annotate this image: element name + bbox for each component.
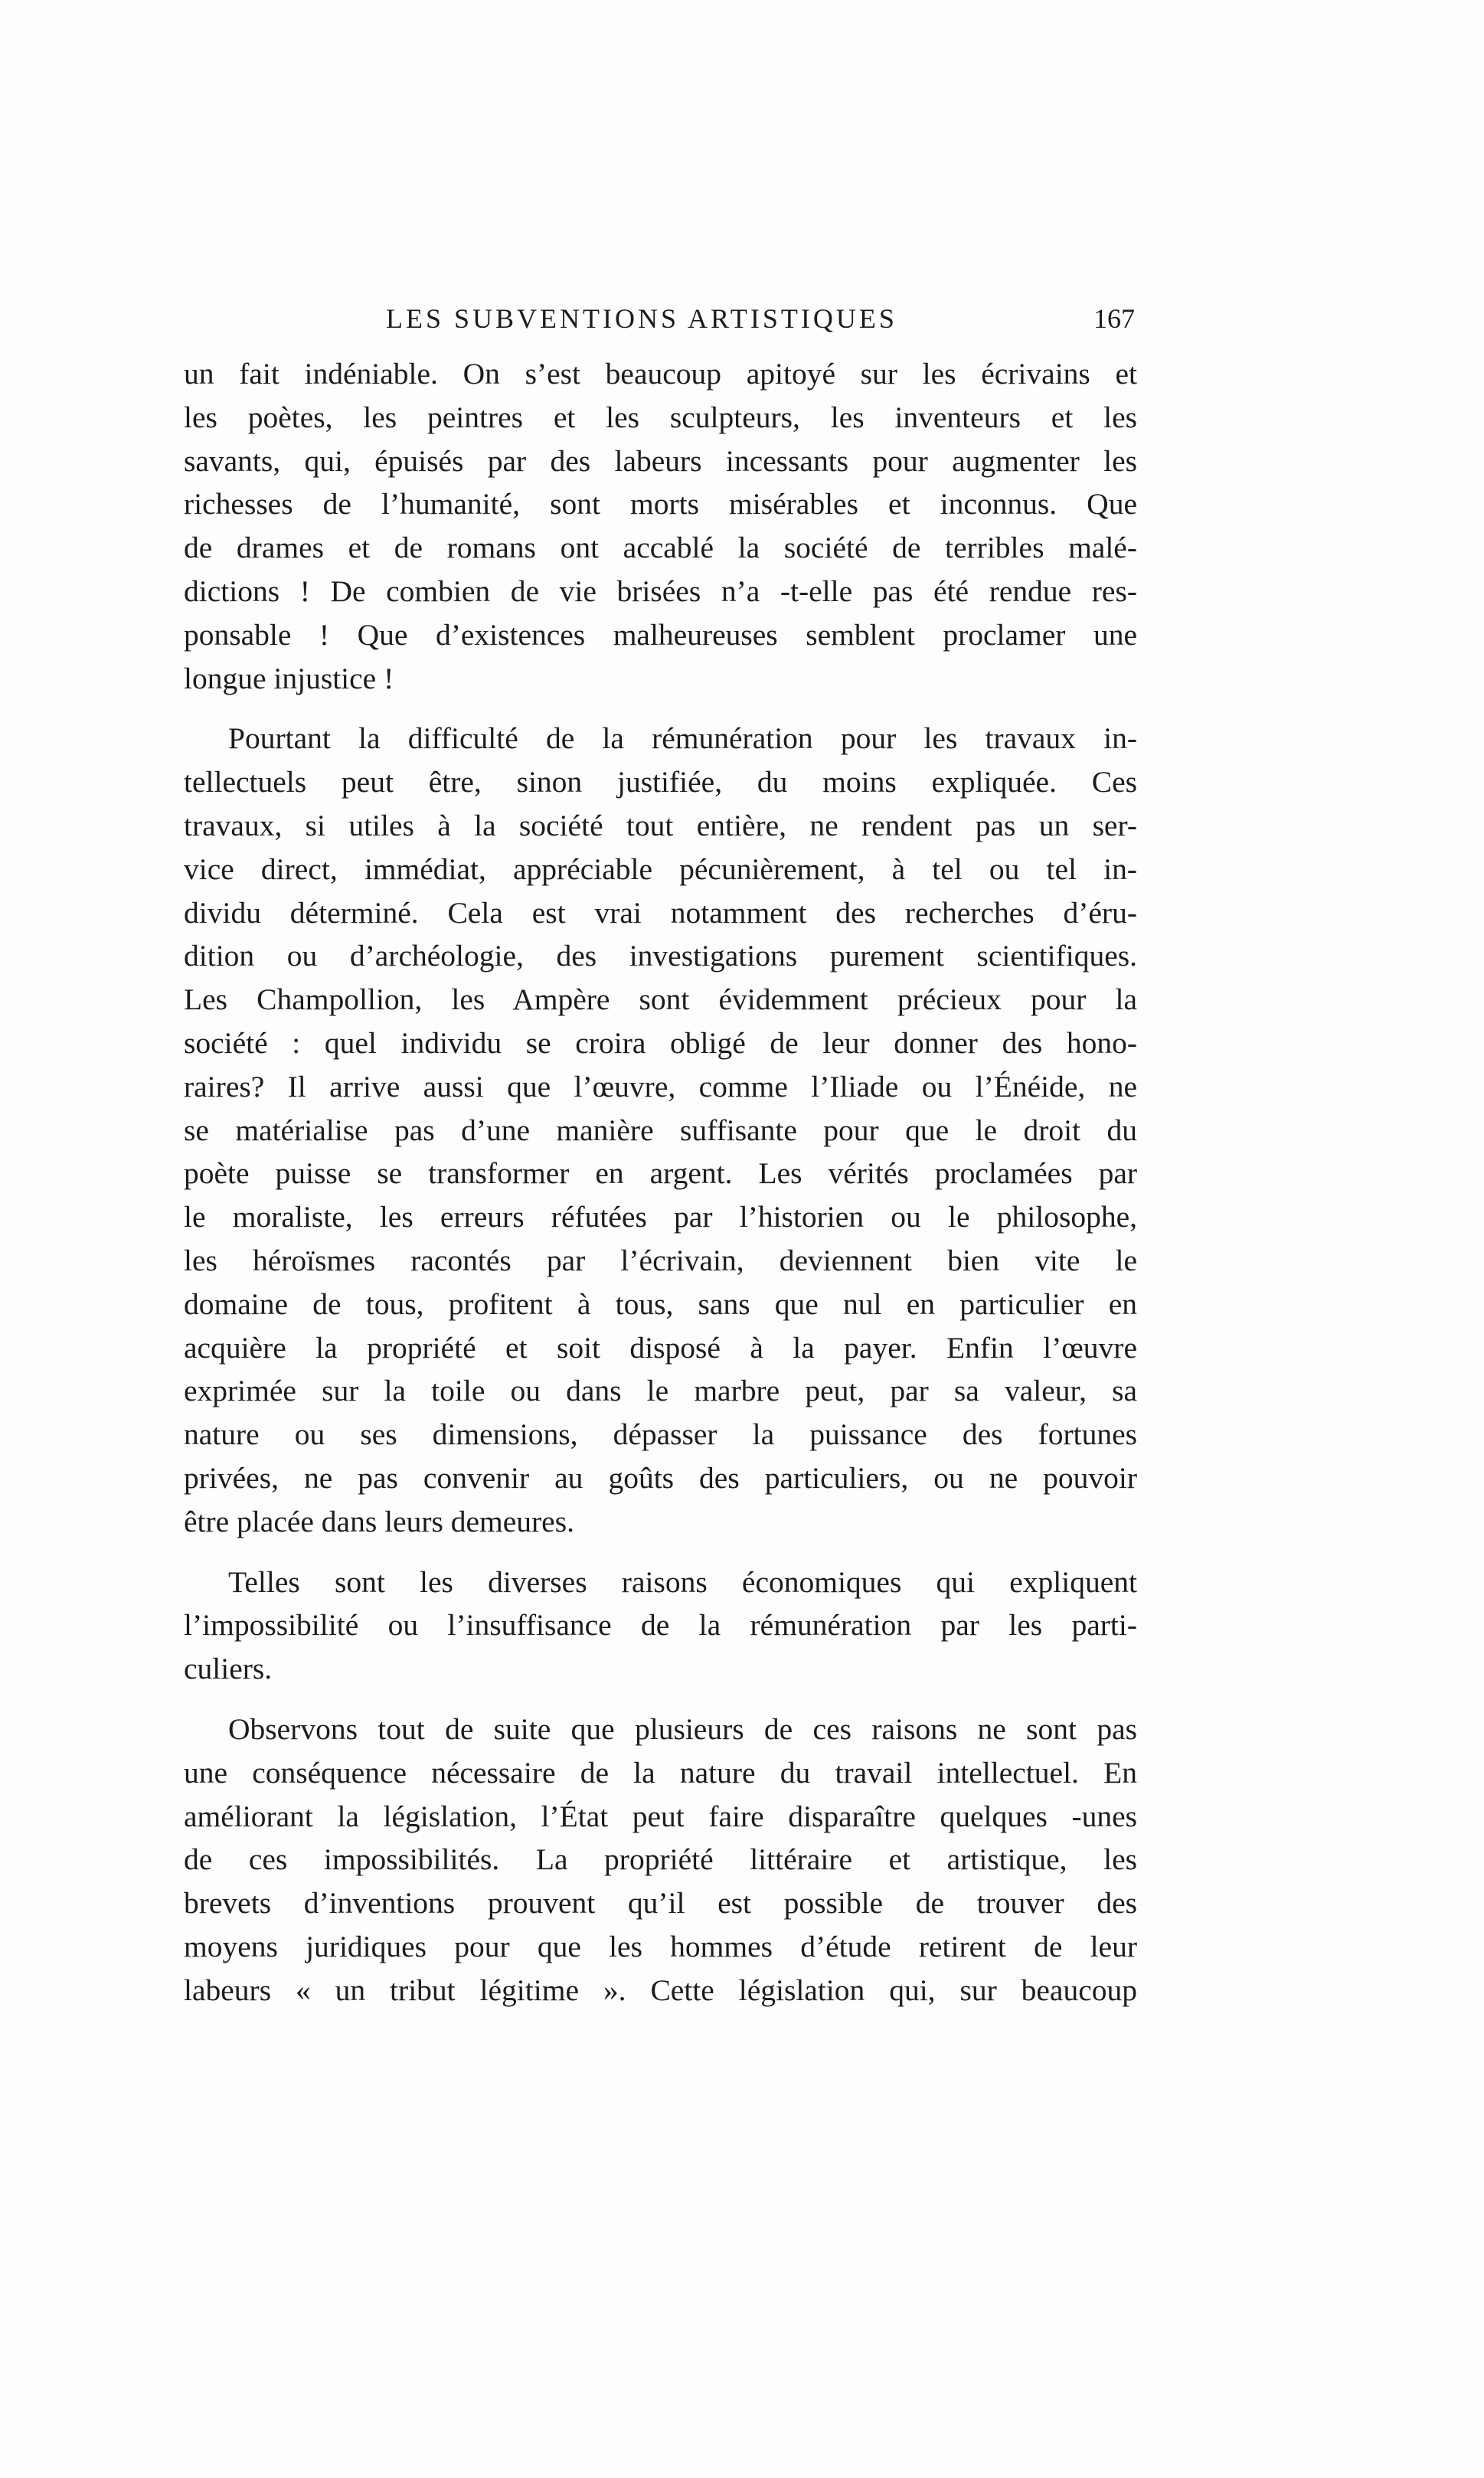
text-line: se matérialise pas d’une manière suffisante pour que le droit du bbox=[184, 1113, 1137, 1147]
text-line: tellectuels peut être, sinon justifiée, du moins expliquée. Ces bbox=[184, 765, 1137, 799]
running-head bbox=[184, 302, 1141, 348]
text-line: les poètes, les peintres et les sculpteurs, les inventeurs et les bbox=[184, 400, 1137, 434]
text-line: le moraliste, les erreurs réfutées par l’historien ou le philosophe, bbox=[184, 1200, 1137, 1234]
paragraph-4 bbox=[184, 1708, 1137, 2012]
text-line: moyens juridiques pour que les hommes d’étude retirent de leur bbox=[184, 1929, 1137, 1963]
text-line: domaine de tous, profitent à tous, sans que nul en particulier en bbox=[184, 1286, 1137, 1321]
text-line: acquière la propriété et soit disposé à la payer. Enfin l’œuvre bbox=[184, 1330, 1137, 1365]
text-line: Observons tout de suite que plusieurs de ces raisons ne sont pas bbox=[228, 1711, 1137, 1746]
text-line: les héroïsmes racontés par l’écrivain, deviennent bien vite le bbox=[184, 1243, 1137, 1277]
text-line: de drames et de romans ont accablé la société de terribles malé- bbox=[184, 531, 1137, 565]
text-line: vice direct, immédiat, appréciable pécunièrement, à tel ou tel in- bbox=[184, 852, 1137, 886]
paragraph-2 bbox=[184, 717, 1137, 1543]
text-line: dividu déterminé. Cela est vrai notamment des recherches d’éru- bbox=[184, 895, 1137, 930]
text-line: dictions ! De combien de vie brisées n’a -t-elle pas été rendue res- bbox=[184, 574, 1137, 608]
text-line: un fait indéniable. On s’est beaucoup apitoyé sur les écrivains et bbox=[184, 357, 1137, 391]
text-line: une conséquence nécessaire de la nature du travail intellectuel. En bbox=[184, 1755, 1137, 1790]
text-line: travaux, si utiles à la société tout entière, ne rendent pas un ser- bbox=[184, 808, 1137, 842]
text-line: société : quel individu se croira obligé de leur donner des hono- bbox=[184, 1025, 1137, 1060]
page-number: 167 bbox=[1093, 303, 1135, 334]
body-text bbox=[184, 352, 1137, 2028]
text-line: améliorant la législation, l’État peut faire disparaître quelques -unes bbox=[184, 1799, 1137, 1833]
text-line: nature ou ses dimensions, dépasser la puissance des fortunes bbox=[184, 1417, 1137, 1452]
text-line: poète puisse se transformer en argent. Les vérités proclamées par bbox=[184, 1156, 1137, 1191]
text-line: Telles sont les diverses raisons économiques qui expliquent bbox=[228, 1564, 1137, 1599]
text-line: Pourtant la difficulté de la rémunération pour les travaux in- bbox=[228, 721, 1137, 756]
text-line: dition ou d’archéologie, des investigations purement scientifiques. bbox=[184, 939, 1137, 973]
text-line: raires? Il arrive aussi que l’œuvre, comme l’Iliade ou l’Énéide, ne bbox=[184, 1069, 1137, 1103]
text-line: longue injustice ! bbox=[184, 661, 394, 695]
text-line: brevets d’inventions prouvent qu’il est possible de trouver des bbox=[184, 1886, 1137, 1921]
running-title: LES SUBVENTIONS ARTISTIQUES bbox=[386, 303, 897, 334]
text-line: être placée dans leurs demeures. bbox=[184, 1504, 574, 1538]
text-line: Les Champollion, les Ampère sont évidemment précieux pour la bbox=[184, 982, 1137, 1017]
text-line: de ces impossibilités. La propriété littéraire et artistique, les bbox=[184, 1842, 1137, 1877]
text-line: l’impossibilité ou l’insuffisance de la rémunération par les parti- bbox=[184, 1608, 1137, 1643]
paragraph-3 bbox=[184, 1561, 1137, 1691]
text-line: richesses de l’humanité, sont morts misérables et inconnus. Que bbox=[184, 487, 1137, 521]
text-line: savants, qui, épuisés par des labeurs incessants pour augmenter les bbox=[184, 443, 1137, 478]
text-line: labeurs « un tribut légitime ». Cette législation qui, sur beaucoup bbox=[184, 1973, 1137, 2007]
text-line: exprimée sur la toile ou dans le marbre peut, par sa valeur, sa bbox=[184, 1374, 1137, 1408]
text-line: ponsable ! Que d’existences malheureuses semblent proclamer une bbox=[184, 617, 1137, 652]
paragraph-1 bbox=[184, 352, 1137, 700]
text-line: privées, ne pas convenir au goûts des particuliers, ou ne pouvoir bbox=[184, 1460, 1137, 1495]
text-line: culiers. bbox=[184, 1652, 273, 1686]
